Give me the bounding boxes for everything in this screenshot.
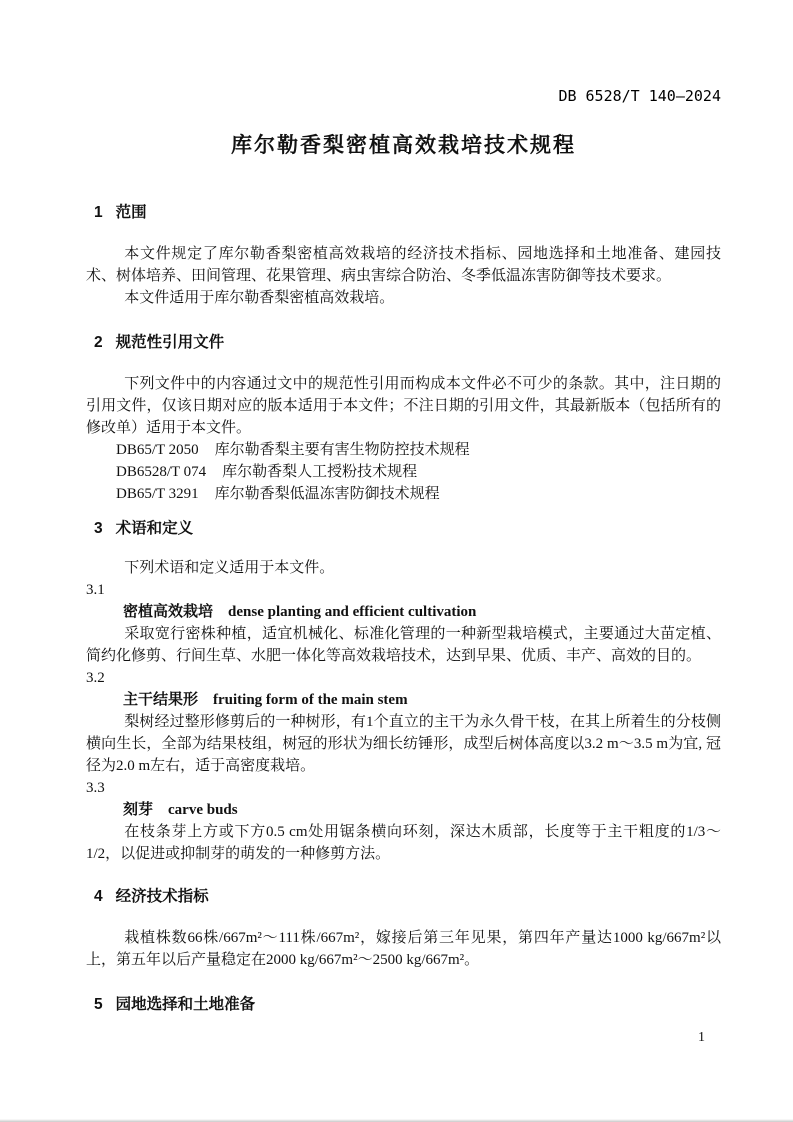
section-heading-scope bbox=[94, 203, 721, 223]
section-number: 3 bbox=[94, 520, 103, 537]
document-title: 库尔勒香梨密植高效栽培技术规程 bbox=[231, 134, 576, 157]
term-entry bbox=[86, 777, 721, 865]
term-definition: 梨树经过整形修剪后的一种树形，有1个直立的主干为永久骨干枝，在其上所着生的分枝侧横向生长，全部为结果枝组，树冠的形状为细长纺锤形，成型后树体高度以3.2 m～3.5 m为宜, 冠径为2.0 m左右，适于高密度栽培。 bbox=[86, 714, 721, 774]
reference-code: DB65/T 3291 bbox=[116, 486, 199, 502]
section-heading-normative-references bbox=[94, 333, 721, 353]
term-definition: 在枝条芽上方或下方0.5 cm处用锯条横向环刻，深达木质部，长度等于主干粗度的1/3～1/2，以促进或抑制芽的萌发的一种修剪方法。 bbox=[86, 824, 721, 862]
section-number: 2 bbox=[94, 334, 103, 351]
section-heading-label: 园地选择和土地准备 bbox=[115, 996, 256, 1013]
reference-item bbox=[86, 483, 721, 505]
reference-title: 库尔勒香梨人工授粉技术规程 bbox=[222, 464, 418, 480]
term-name-en: fruiting form of the main stem bbox=[213, 692, 408, 708]
term-name-zh: 主干结果形 bbox=[123, 691, 199, 708]
term-title bbox=[86, 799, 721, 821]
scope-applicability-paragraph: 本文件适用于库尔勒香梨密植高效栽培。 bbox=[124, 290, 395, 306]
section-number: 4 bbox=[94, 888, 103, 905]
section-heading-label: 术语和定义 bbox=[115, 520, 194, 537]
economic-indicators-paragraph: 栽植株数66株/667m²～111株/667m²，嫁接后第三年见果，第四年产量达1000 kg/667m²以上，第五年以后产量稳定在2000 kg/667m²～2500 kg/667m²。 bbox=[86, 930, 721, 968]
section-number: 5 bbox=[94, 996, 103, 1013]
section-heading-terms-definitions bbox=[94, 519, 721, 539]
standard-number: DB 6528/T 140—2024 bbox=[558, 87, 721, 105]
term-number: 3.2 bbox=[86, 670, 105, 686]
term-definition: 采取宽行密株种植，适宜机械化、标准化管理的一种新型栽培模式，主要通过大苗定植、简约化修剪、行间生草、水肥一体化等高效栽培技术，达到早果、优质、丰产、高效的目的。 bbox=[86, 626, 721, 664]
reference-title: 库尔勒香梨低温冻害防御技术规程 bbox=[214, 486, 440, 502]
terms-intro-paragraph: 下列术语和定义适用于本文件。 bbox=[124, 560, 335, 576]
term-entry bbox=[86, 579, 721, 667]
section-heading-label: 范围 bbox=[115, 204, 147, 221]
normative-references-paragraph: 下列文件中的内容通过文中的规范性引用而构成本文件必不可少的条款。其中，注日期的引用文件，仅该日期对应的版本适用于本文件；不注日期的引用文件，其最新版本（包括所有的修改单）适用于本文件。 bbox=[86, 376, 721, 436]
term-number: 3.1 bbox=[86, 582, 105, 598]
reference-item bbox=[86, 439, 721, 461]
term-title bbox=[86, 601, 721, 623]
term-name-en: dense planting and efficient cultivation bbox=[228, 604, 477, 620]
term-entry bbox=[86, 667, 721, 777]
term-name-en: carve buds bbox=[168, 802, 238, 818]
reference-item bbox=[86, 461, 721, 483]
section-heading-label: 规范性引用文件 bbox=[115, 334, 225, 351]
term-name-zh: 刻芽 bbox=[123, 801, 154, 818]
reference-title: 库尔勒香梨主要有害生物防控技术规程 bbox=[214, 442, 470, 458]
scope-paragraph: 本文件规定了库尔勒香梨密植高效栽培的经济技术指标、园地选择和土地准备、建园技术、树体培养、田间管理、花果管理、病虫害综合防治、冬季低温冻害防御等技术要求。 bbox=[86, 246, 721, 284]
reference-code: DB65/T 2050 bbox=[116, 442, 199, 458]
reference-code: DB6528/T 074 bbox=[116, 464, 207, 480]
section-number: 1 bbox=[94, 204, 103, 221]
reference-list bbox=[86, 439, 721, 505]
page-number: 1 bbox=[698, 1030, 705, 1045]
term-title bbox=[86, 689, 721, 711]
section-heading-site-selection bbox=[94, 995, 721, 1015]
term-name-zh: 密植高效栽培 bbox=[123, 603, 214, 620]
term-number: 3.3 bbox=[86, 780, 105, 796]
section-heading-economic-indicators bbox=[94, 887, 721, 907]
section-heading-label: 经济技术指标 bbox=[115, 888, 209, 905]
